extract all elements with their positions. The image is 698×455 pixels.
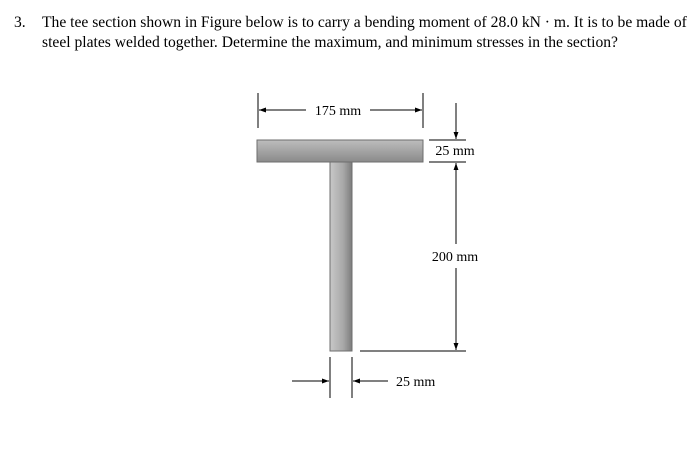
problem-number: 3. — [14, 14, 26, 31]
flange-thickness-label: 25 mm — [435, 144, 475, 159]
problem-text: The tee section shown in Figure below is to carry a bending moment of 28.0 kN · m. It is to be made of steel plates welded together. Determine the maximum, and minimum stresses in the section? — [42, 14, 687, 51]
flange-plate — [257, 140, 423, 162]
flange-width-label: 175 mm — [314, 104, 362, 119]
web-height-label: 200 mm — [431, 250, 479, 265]
web-plate — [330, 162, 352, 351]
web-thickness-label: 25 mm — [396, 375, 436, 390]
